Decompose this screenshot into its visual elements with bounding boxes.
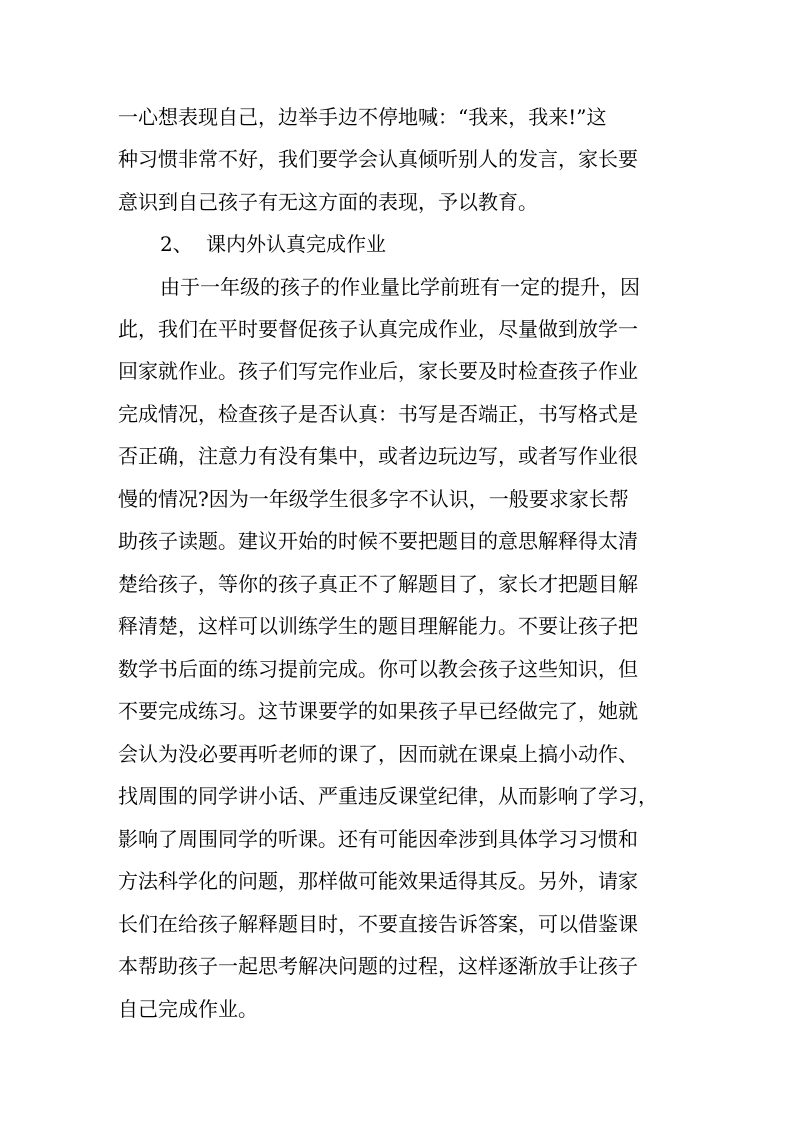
paragraph-1-line-3: 意识到自己孩子有无这方面的表现，予以教育。	[118, 190, 538, 214]
paragraph-2-line-15: 方法科学化的问题，那样做可能效果适得其反。另外，请家	[118, 869, 638, 893]
paragraph-1-line-2: 种习惯非常不好，我们要学会认真倾听别人的发言，家长要	[118, 147, 638, 171]
paragraph-2-line-2: 此，我们在平时要督促孩子认真完成作业，尽量做到放学一	[118, 317, 638, 341]
section-heading-number: 2、	[160, 232, 193, 256]
paragraph-2-line-9: 释清楚，这样可以训练学生的题目理解能力。不要让孩子把	[118, 614, 638, 638]
paragraph-2-line-7: 助孩子读题。建议开始的时候不要把题目的意思解释得太清	[118, 529, 638, 553]
paragraph-2-line-8: 楚给孩子，等你的孩子真正不了解题目了，家长才把题目解	[118, 572, 638, 596]
paragraph-2-line-6: 慢的情况?因为一年级学生很多字不认识，一般要求家长帮	[118, 487, 629, 511]
paragraph-2-line-18: 自己完成作业。	[118, 997, 258, 1021]
paragraph-2-line-3: 回家就作业。孩子们写完作业后，家长要及时检查孩子作业	[118, 359, 638, 383]
paragraph-1-line-1: 一心想表现自己，边举手边不停地喊：“我来，我来!”这	[118, 105, 607, 129]
paragraph-2-line-14: 影响了周围同学的听课。还有可能因牵涉到具体学习习惯和	[118, 827, 638, 851]
paragraph-2-line-17: 本帮助孩子一起思考解决问题的过程，这样逐渐放手让孩子	[118, 954, 638, 978]
paragraph-2-line-10: 数学书后面的练习提前完成。你可以教会孩子这些知识，但	[118, 657, 638, 681]
paragraph-2-line-11: 不要完成练习。这节课要学的如果孩子早已经做完了，她就	[118, 699, 638, 723]
section-heading-title: 课内外认真完成作业	[206, 232, 386, 256]
paragraph-2-line-16: 长们在给孩子解释题目时，不要直接告诉答案，可以借鉴课	[118, 912, 638, 936]
paragraph-2-line-13: 找周围的同学讲小话、严重违反课堂纪律，从而影响了学习，	[118, 784, 658, 808]
paragraph-2-line-4: 完成情况，检查孩子是否认真：书写是否端正，书写格式是	[118, 402, 638, 426]
paragraph-2-line-1: 由于一年级的孩子的作业量比学前班有一定的提升，因	[160, 275, 640, 299]
paragraph-2-line-12: 会认为没必要再听老师的课了，因而就在课桌上搞小动作、	[118, 742, 638, 766]
paragraph-2-line-5: 否正确，注意力有没有集中，或者边玩边写，或者写作业很	[118, 444, 638, 468]
